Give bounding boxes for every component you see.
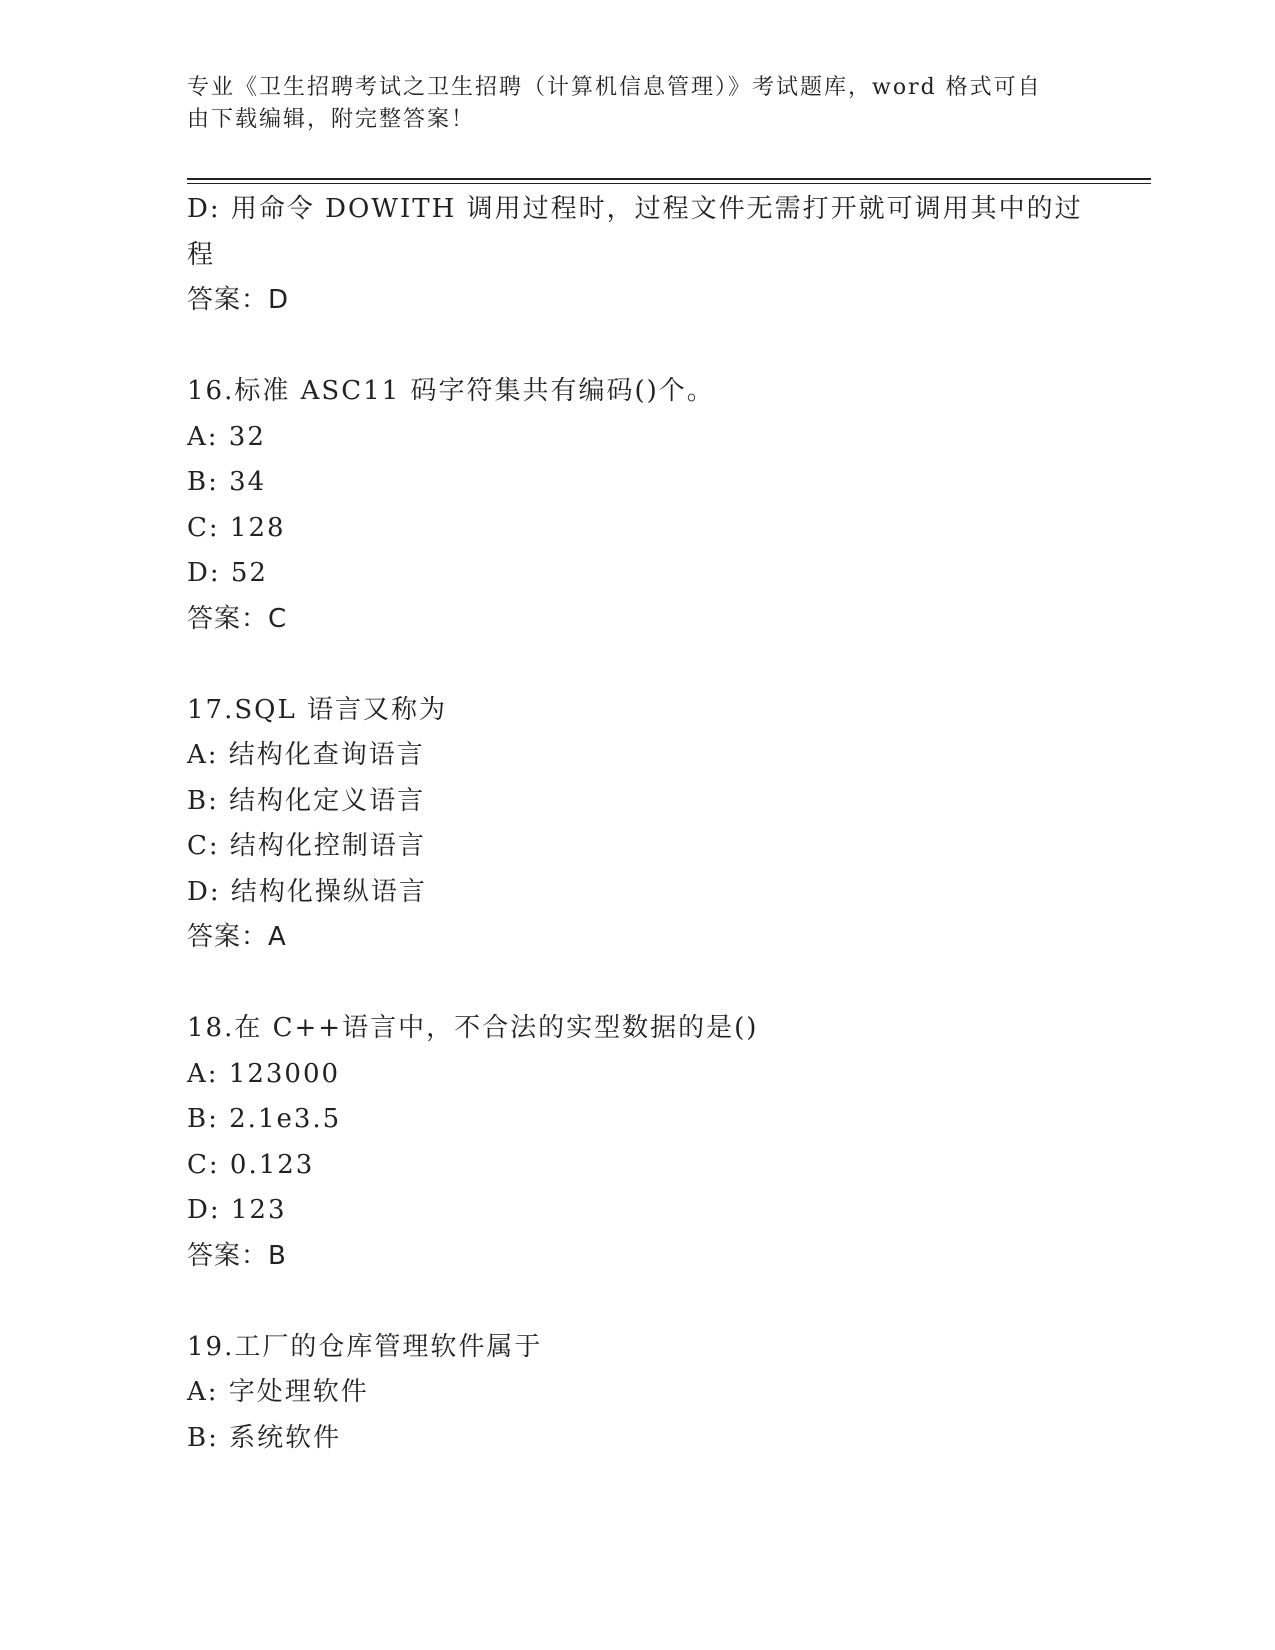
answer-line: 答案：D xyxy=(187,285,290,315)
question-19 xyxy=(187,1325,1087,1462)
option-d: D: 123 xyxy=(187,1195,287,1225)
option-b: B: 2.1e3.5 xyxy=(187,1104,342,1134)
document-body xyxy=(187,187,1087,1461)
option-a: A: 结构化查询语言 xyxy=(187,740,425,770)
question-stem: 19.工厂的仓库管理软件属于 xyxy=(187,1331,543,1362)
document-header xyxy=(187,72,1067,136)
header-line-2: 由下载编辑，附完整答案！ xyxy=(187,107,476,132)
prev-question-block xyxy=(187,187,1087,324)
spacer xyxy=(187,324,1087,370)
header-line-1: 专业《卫生招聘考试之卫生招聘（计算机信息管理）》考试题库，word 格式可自 xyxy=(187,75,1042,100)
header-divider-thick xyxy=(187,178,1151,180)
header-divider-thin xyxy=(187,183,1151,184)
option-d-continued: 程 xyxy=(187,239,216,270)
answer-line: 答案：C xyxy=(187,603,288,634)
spacer xyxy=(187,1279,1087,1325)
option-c: C: 结构化控制语言 xyxy=(187,831,426,861)
option-b: B: 系统软件 xyxy=(187,1422,342,1453)
option-a: A: 123000 xyxy=(187,1058,341,1089)
option-d: D: 52 xyxy=(187,558,268,588)
spacer xyxy=(187,961,1087,1007)
question-stem: 17.SQL 语言又称为 xyxy=(187,694,448,725)
question-18 xyxy=(187,1006,1087,1279)
question-stem: 16.标准 ASC11 码字符集共有编码()个。 xyxy=(187,376,715,406)
option-b: B: 结构化定义语言 xyxy=(187,785,426,816)
answer-line: 答案：B xyxy=(187,1240,287,1271)
option-d: D: 结构化操纵语言 xyxy=(187,876,427,907)
option-c: C: 128 xyxy=(187,512,286,543)
spacer xyxy=(187,642,1087,688)
question-stem: 18.在 C++语言中，不合法的实型数据的是() xyxy=(187,1013,759,1043)
option-b: B: 34 xyxy=(187,467,267,497)
answer-line: 答案：A xyxy=(187,922,287,952)
option-c: C: 0.123 xyxy=(187,1149,315,1180)
option-a: A: 字处理软件 xyxy=(187,1377,369,1407)
question-16 xyxy=(187,369,1087,642)
question-17 xyxy=(187,688,1087,961)
option-a: A: 32 xyxy=(187,421,266,452)
option-d: D: 用命令 DOWITH 调用过程时，过程文件无需打开就可调用其中的过 xyxy=(187,194,1083,224)
